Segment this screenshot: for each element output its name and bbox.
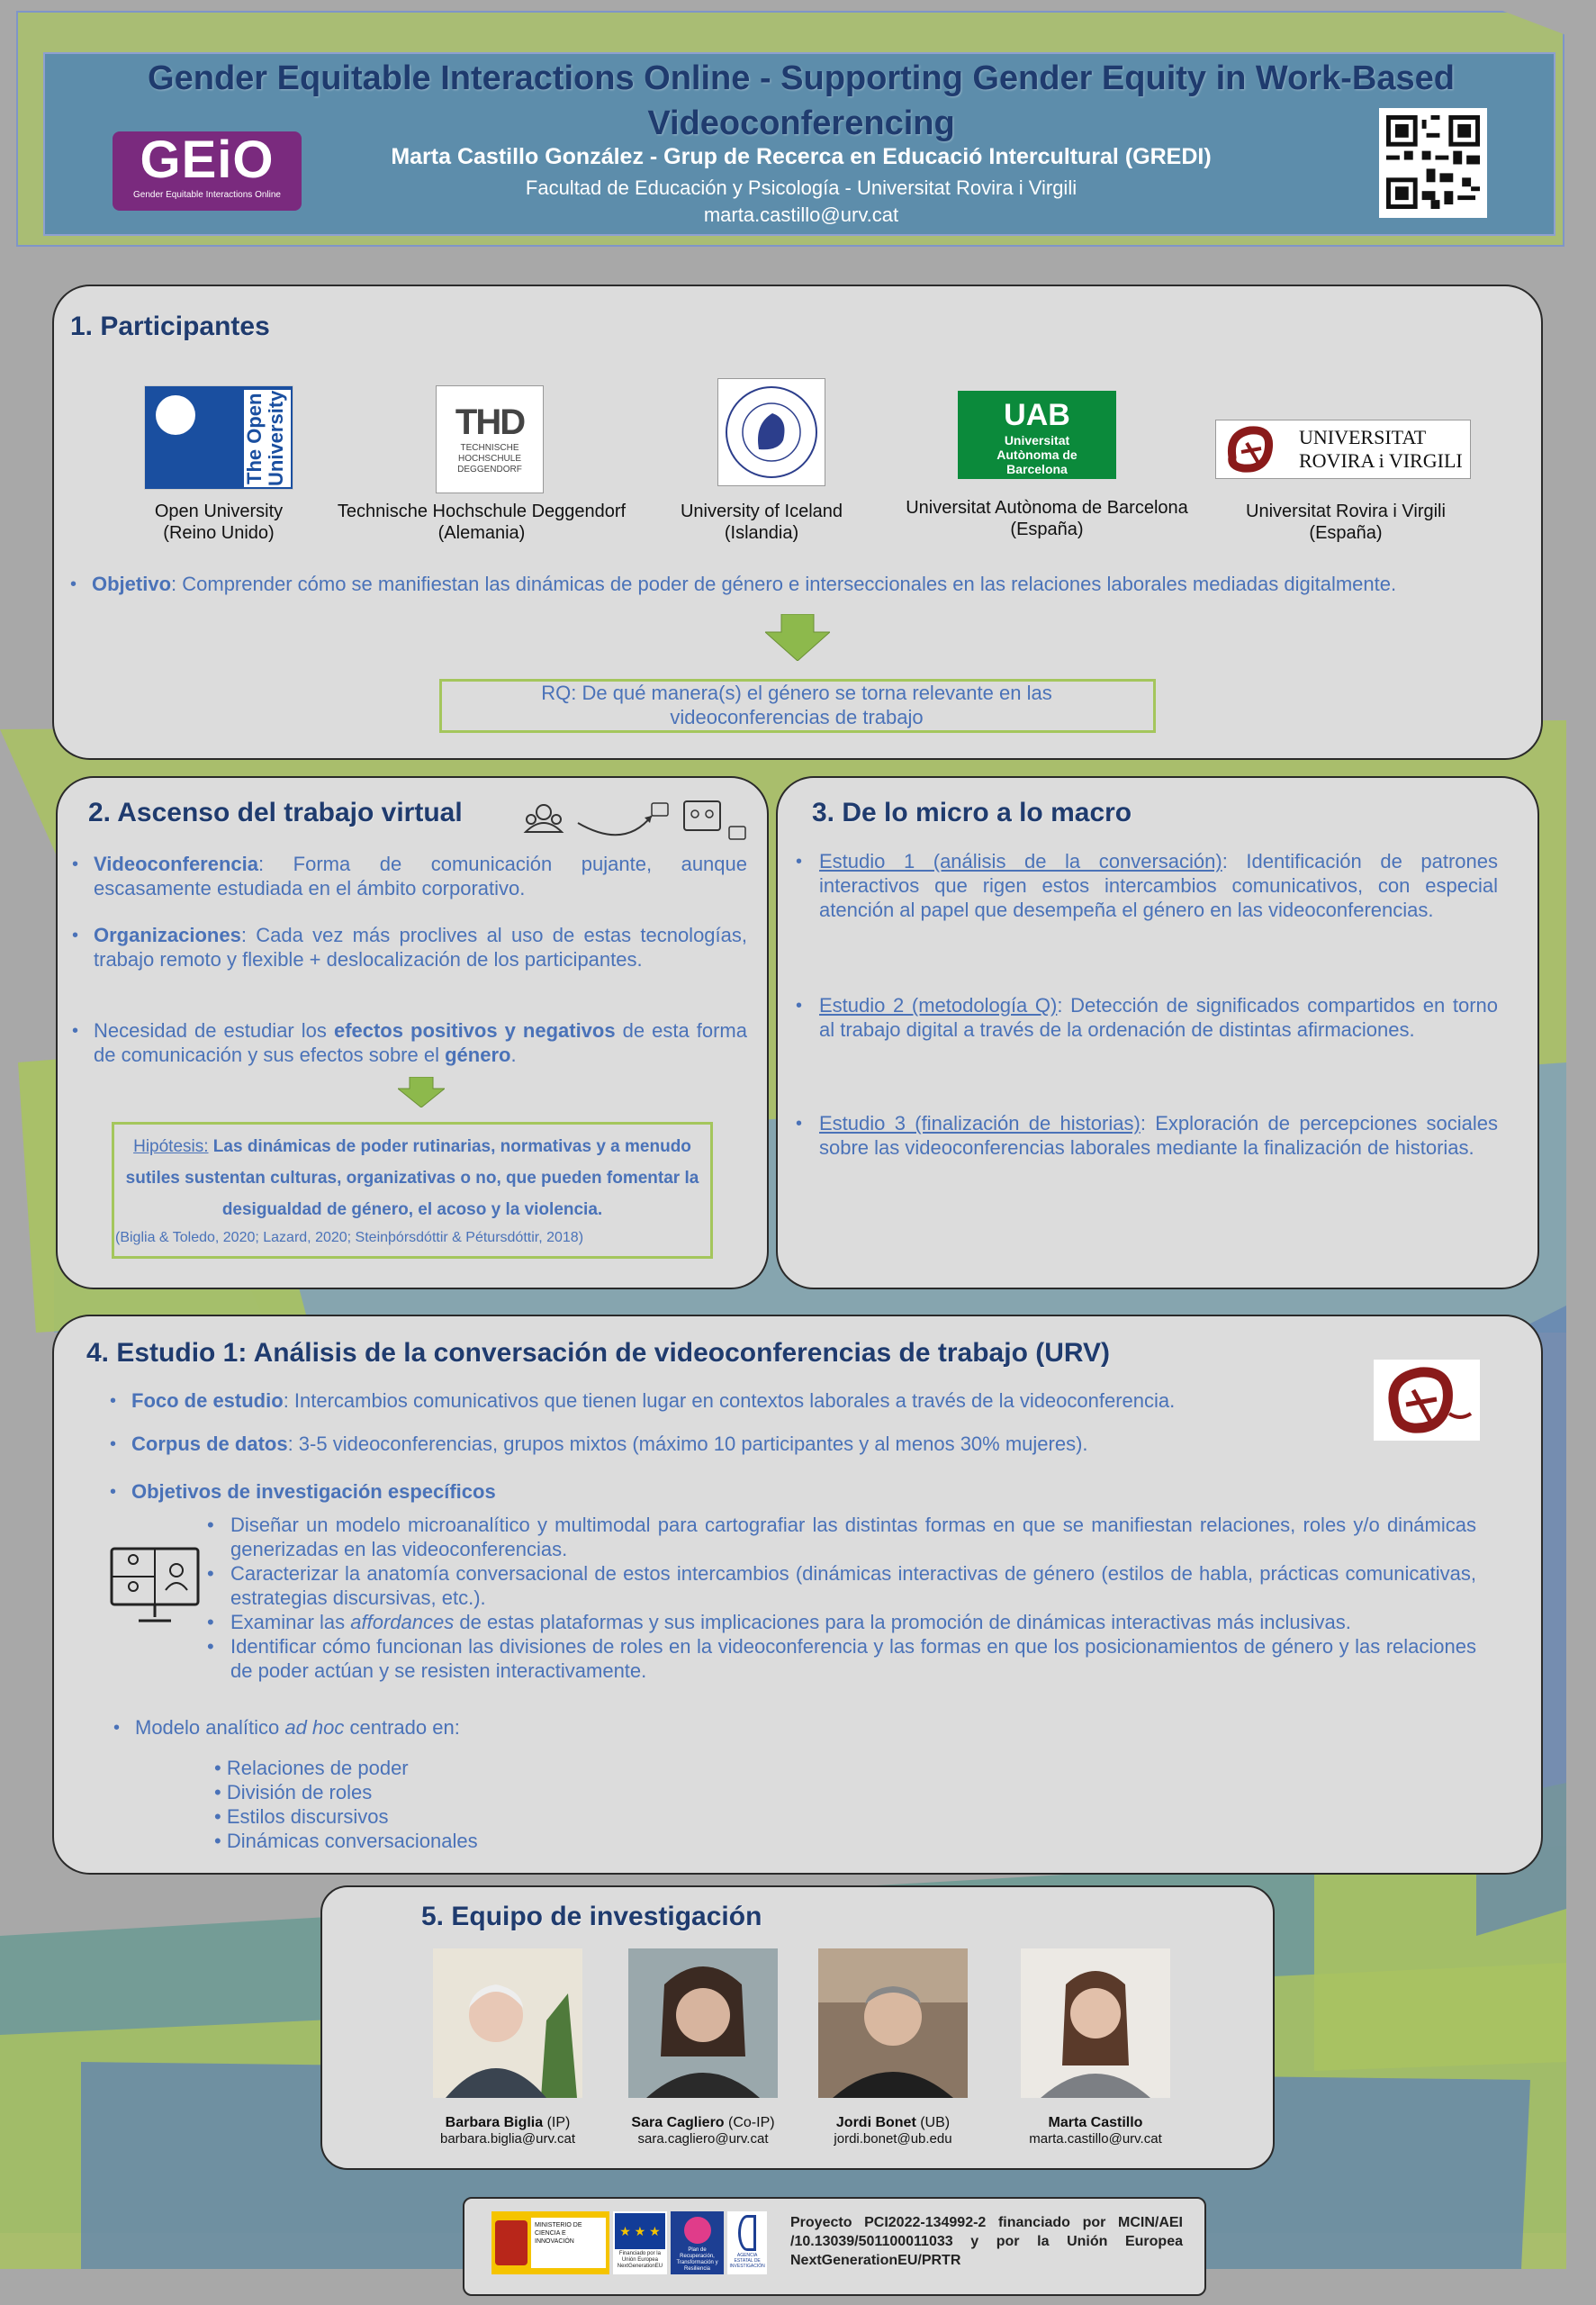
qr-code[interactable] — [1379, 108, 1487, 218]
poster-email: marta.castillo@urv.cat — [703, 203, 899, 226]
team-member: Marta Castillo marta.castillo@urv.cat — [1010, 1948, 1181, 2147]
institution-open-university: Open University (Reino Unido) — [154, 502, 284, 543]
geio-logo: GEiO Gender Equitable Interactions Online — [113, 131, 302, 211]
down-arrow-icon — [398, 1077, 445, 1107]
bullet: • — [796, 852, 803, 872]
bullet: • — [796, 1114, 803, 1134]
model-items-list: • Relaciones de poder • División de roles • Estilos discursivos • Dinámicas conversacionales — [214, 1757, 478, 1852]
s3-estudio-1: Estudio 1 (análisis de la conversación): Identificación de patrones interactivos que rigen estos intercambios comunicativos, con especial atención al papel que desempeña el género en las videoconferencias. — [819, 850, 1498, 921]
urv-logo: UNIVERSITAT ROVIRA i VIRGILI — [1215, 420, 1471, 479]
bullet: • — [72, 1021, 79, 1041]
open-university-logo: The Open University — [144, 385, 293, 490]
s2-organizaciones: Organizaciones: Cada vez más proclives al uso de estas tecnologías, trabajo remoto y flexible + deslocalización de los participantes. — [94, 924, 747, 971]
institution-thd: Technische Hochschule Deggendorf (Alemania) — [337, 502, 627, 543]
section-2-heading: 2. Ascenso del trabajo virtual — [88, 798, 463, 827]
bullet: • — [72, 854, 79, 874]
s2-necesidad: Necesidad de estudiar los efectos positivos y negativos de esta forma de comunicación y sus efectos sobre el género. — [94, 1019, 747, 1066]
rq-text: RQ: De qué manera(s) el género se torna relevante en las videoconferencias de trabajo — [541, 682, 1052, 728]
team-member: Barbara Biglia (IP) barbara.biglia@urv.cat — [427, 1948, 589, 2147]
avatar — [628, 1948, 778, 2098]
s4-modelo: Modelo analítico ad hoc centrado en: — [135, 1716, 460, 1739]
hypothesis-citation: (Biglia & Toledo, 2020; Lazard, 2020; Steinþórsdóttir & Pétursdóttir, 2018) — [115, 1230, 584, 1245]
institution-uab: Universitat Autònoma de Barcelona (España) — [906, 498, 1188, 539]
avatar — [818, 1948, 968, 2098]
poster-author: Marta Castillo González - Grup de Recerca en Educació Intercultural (GREDI) — [391, 144, 1212, 169]
institution-urv: Universitat Rovira i Virgili (España) — [1246, 502, 1446, 543]
prtr-logo: Plan de Recuperación, Transformación y Resiliencia — [671, 2211, 725, 2274]
s2-videoconferencia: Videoconferencia: Forma de comunicación pujante, aunque escasamente estudiada en el ámbito corporativo. — [94, 853, 747, 899]
hypothesis-text: Hipótesis: Las dinámicas de poder rutinarias, normativas y a menudo sutiles sustentan culturas, organizativas o no, que pueden fomentar la desigualdad de género, el acoso y la violencia. — [125, 1137, 699, 1219]
section-3-heading: 3. De lo micro a lo macro — [812, 798, 1132, 827]
thd-logo: THD TECHNISCHE HOCHSCHULE DEGGENDORF — [436, 385, 544, 493]
bullet: • — [72, 926, 79, 945]
avatar — [1021, 1948, 1170, 2098]
s4-objetivos-label: Objetivos de investigación específicos — [131, 1480, 496, 1503]
s3-estudio-2: Estudio 2 (metodología Q): Detección de significados compartidos en torno al trabajo digital a través de la ordenación de distintas afirmaciones. — [819, 994, 1498, 1041]
funding-text: Proyecto PCI2022-134992-2 financiado por MCIN/AEI /10.13039/501100011033 y por la Unión Europea NextGenerationEU/PRTR — [790, 2215, 1183, 2268]
down-arrow-icon — [765, 614, 830, 661]
aei-logo: AGENCIA ESTATAL DE INVESTIGACIÓN — [727, 2211, 767, 2274]
avatar — [433, 1948, 582, 2098]
uab-logo: UAB Universitat Autònoma de Barcelona — [958, 391, 1116, 479]
team-member: Jordi Bonet (UB) jordi.bonet@ub.edu — [812, 1948, 974, 2147]
poster-faculty: Facultad de Educación y Psicología - Universitat Rovira i Virgili — [525, 176, 1078, 199]
section-5-heading: 5. Equipo de investigación — [421, 1902, 762, 1931]
bullet: • — [110, 1391, 117, 1411]
s4-corpus: Corpus de datos: 3-5 videoconferencias, grupos mixtos (máximo 10 participantes y al menos 30% mujeres). — [131, 1433, 1088, 1455]
bullet: • — [113, 1718, 121, 1738]
videocall-people-icon — [517, 796, 763, 850]
urv-small-logo — [1374, 1360, 1480, 1441]
funding-logos — [491, 2211, 767, 2274]
poster-title: Gender Equitable Interactions Online - Supporting Gender Equity in Work-Based Videoconferencing — [148, 59, 1455, 142]
institution-iceland: University of Iceland (Islandia) — [680, 502, 843, 543]
video-conference-monitor-icon — [108, 1545, 202, 1628]
eu-logo: ★ ★ ★ Financiado por la Unión Europea NextGenerationEU — [613, 2211, 667, 2274]
objectives-list: • Diseñar un modelo microanalítico y multimodal para cartografiar las distintas formas en que se manifiestan relaciones, roles y/o dinámicas generizadas en las videoconferencias. • Caracterizar la anatomía conversacional de estos intercambios (dinámicas interactivas de género (estilos de habla, prácticas comunicativas, estrategias discursivas, etc.). • Examinar las affordances de estas plataformas y sus implicaciones para la promoción de dinámicas interactivas más inclusivas. • Identificar cómo funcionan las divisiones de roles en la videoconferencia y las formas en que los posicionamientos de género y las relaciones de poder actúan y se resisten interactivamente. — [207, 1514, 1476, 1682]
objective-text: Objetivo: Comprender cómo se manifiestan las dinámicas de poder de género e interseccionales en las relaciones laborales mediadas digitalmente. — [92, 573, 1397, 595]
bullet: • — [110, 1434, 117, 1454]
team-member: Sara Cagliero (Co-IP) sara.cagliero@urv.cat — [618, 1948, 789, 2147]
section-1-heading: 1. Participantes — [70, 312, 270, 341]
ministerio-logo: MINISTERIO DE CIENCIA E INNOVACIÓN — [491, 2211, 609, 2274]
iceland-logo — [717, 378, 825, 486]
bullet: • — [796, 996, 803, 1016]
bullet: • — [70, 574, 77, 594]
bullet: • — [110, 1482, 117, 1502]
s3-estudio-3: Estudio 3 (finalización de historias): Exploración de percepciones sociales sobre las videoconferencias laborales mediante la finalización de historias. — [819, 1112, 1498, 1159]
s4-foco: Foco de estudio: Intercambios comunicativos que tienen lugar en contextos laborales a través de la videoconferencia. — [131, 1389, 1176, 1412]
section-4-heading: 4. Estudio 1: Análisis de la conversación de videoconferencias de trabajo (URV) — [86, 1338, 1111, 1368]
